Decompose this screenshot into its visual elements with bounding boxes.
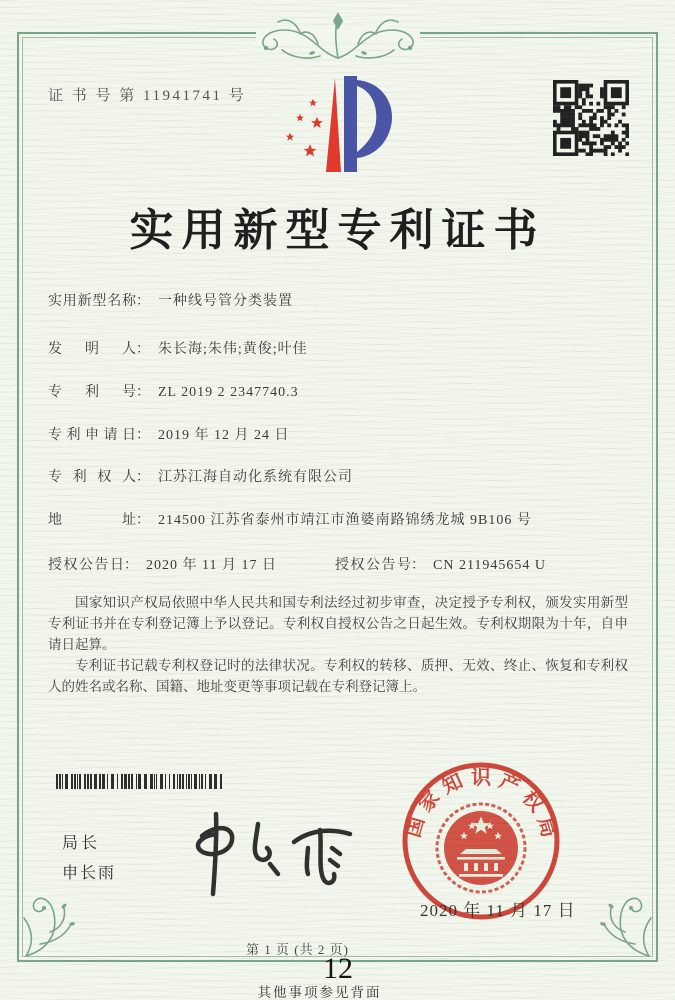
- field-colon: ：: [136, 470, 150, 485]
- field-colon: ：: [136, 385, 150, 400]
- svg-text:国: 国: [402, 814, 429, 840]
- field-label: 发明人: [48, 342, 136, 357]
- signer-name: 申长雨: [62, 865, 117, 882]
- field-value: 江苏江海自动化系统有限公司: [158, 470, 353, 485]
- field-patent-number: [48, 381, 628, 401]
- svg-text:知: 知: [438, 770, 467, 799]
- field-value: 朱长海;朱伟;黄俊;叶佳: [158, 342, 308, 357]
- field-filing-date: [48, 424, 628, 444]
- svg-text:局: 局: [533, 814, 560, 840]
- field-colon: ：: [136, 342, 150, 357]
- field-label: 授权公告日: [48, 558, 124, 573]
- legal-text-block: [48, 592, 628, 697]
- svg-text:家: 家: [414, 786, 445, 817]
- seal-date: 2020 年 11 月 17 日: [420, 901, 576, 920]
- signature-autograph: [172, 808, 372, 898]
- grant-row: [48, 554, 628, 574]
- qr-code: [553, 80, 629, 156]
- field-label: 专利号: [48, 385, 136, 400]
- svg-text:识: 识: [471, 767, 491, 789]
- certificate-title: 实用新型专利证书: [129, 206, 546, 255]
- field-colon: ：: [136, 428, 150, 443]
- field-label: 专利申请日: [48, 428, 136, 443]
- field-colon: ：: [136, 513, 150, 528]
- field-utility-model-name: [48, 290, 628, 310]
- grant-number: [335, 554, 546, 574]
- legal-paragraph-2: 专利证书记载专利权登记时的法律状况。专利权的转移、质押、无效、终止、恢复和专利权人的姓名或名称、国籍、地址变更等事项记载在专利登记簿上。: [48, 658, 628, 694]
- field-value: 2020 年 11 月 17 日: [146, 558, 277, 573]
- field-value: 2019 年 12 月 24 日: [158, 428, 290, 443]
- top-flourish-ornament-icon: [222, 6, 454, 68]
- legal-paragraph-1: 国家知识产权局依照中华人民共和国专利法经过初步审查，决定授予专利权，颁发实用新型专利证书并在专利登记簿上予以登记。专利权自授权公告之日起生效。专利权期限为十年，自申请日起算。: [48, 595, 628, 652]
- field-patentee: [48, 466, 628, 486]
- field-value: ZL 2019 2 2347740.3: [158, 385, 299, 400]
- svg-text:产: 产: [495, 770, 524, 799]
- svg-text:权: 权: [517, 786, 548, 817]
- page-indicator: 第 1 页 (共 2 页): [246, 942, 349, 957]
- field-label: 专利权人: [48, 470, 136, 485]
- field-value: 214500 江苏省泰州市靖江市渔婆南路锦绣龙城 9B106 号: [158, 513, 532, 528]
- field-address: [48, 509, 628, 529]
- barcode: [56, 774, 226, 789]
- sheet-number: 12: [323, 952, 353, 985]
- field-colon: ：: [411, 558, 425, 573]
- bottom-right-flourish-icon: [583, 870, 655, 958]
- field-inventor: [48, 338, 628, 358]
- field-value: CN 211945654 U: [433, 558, 547, 573]
- grant-date: [48, 558, 277, 573]
- certificate-number: 证 书 号 第 11941741 号: [48, 88, 247, 104]
- field-label: 实用新型名称: [48, 294, 136, 309]
- field-colon: ：: [136, 294, 150, 309]
- field-value: 一种线号管分类装置: [158, 294, 293, 309]
- bottom-left-flourish-icon: [20, 870, 92, 958]
- cnipa-patent-logo-icon: [278, 70, 398, 192]
- field-label: 地址: [48, 513, 136, 528]
- field-colon: ：: [124, 558, 138, 573]
- field-label: 授权公告号: [335, 558, 411, 573]
- signer-title: 局长: [62, 835, 101, 852]
- reverse-side-note: 其他事项参见背面: [257, 985, 382, 1000]
